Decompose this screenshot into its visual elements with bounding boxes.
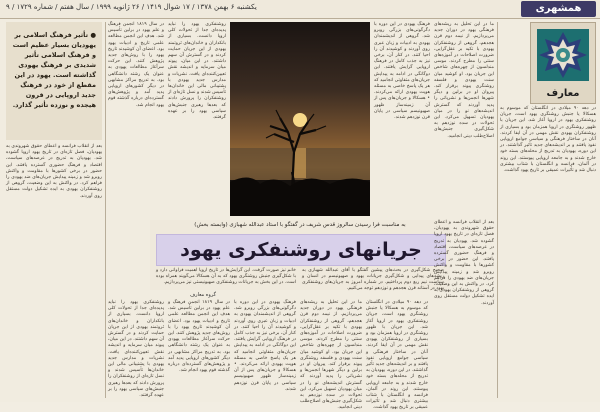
column-7: روشنفکری یهود را نباید پدیده‌ای جدا از تحولات کلی اروپا دانست. بسیاری از بانکداران و خاندان‌های ثروتمند یهودی از این جریان حمایت کردند و در گسترش آن سهم داشتند. در این میان، پیوند میان سرمایه و اندیشه نقش تعیین‌کننده‌ای یافت. نشریات و مدارس جدید یهودی با پشتیبانی مالی این خاندان‌ها تأسیس شدند و نسل تازه‌ای از روشنفکران را پرورش دادند که بعدها رهبری جنبش‌های سیاسی یهود را بر عهده گرفتند. [108, 300, 164, 399]
pull-quote-text: ● تأثیر فرهنگ اسلامی بر یهودیان بسیار عظیم است و فرهنگ اسلامی تأثیر شدیدی بر فرهنگ یهودی گذاشته است. یهود در این مقطع از خود در فرهنگ جدید اروپایی در قرون هیجده و نوزده تأثیر گذارد. [12, 31, 96, 109]
column-8: در سال ۱۸۱۹ انجمن فرهنگ و علم یهود در برلین تأسیس شد. هدف این انجمن مطالعه علمی تاریخ و ادبیات یهود بود. اعضای آن کوشیدند تاریخ یهود را با روش‌های جدید پژوهش کنند. این حرکت سرآغاز مطالعات یهودی به عنوان یک رشته دانشگاهی بود. به تدریج مراکز مشابهی در دیگر کشورهای اروپایی پدید آمد و پژوهش‌های گسترده‌ای درباره گذشته قوم یهود انجام شد. [168, 300, 230, 374]
column-divider [105, 22, 106, 398]
column-5: ما در این تحلیل به ریشه‌های فرهنگی یهود در دوران جدید می‌پردازیم. از نیمه دوم قرن هجدهم، گروهی از روشنفکران یهودی با تکیه بر عقل‌گرایی، ضرورت اصلاحات در آموزه‌های سنتی را مطرح کردند. موسی مندلسون از چهره‌های شاخص این جریان بود. او کوشید میان سنت یهودی و فلسفه روشنگری پیوند برقرار کند. پیروان او در برلین و دیگر شهرها انجمن‌ها و نشریاتی را پدید آوردند که گسترش اندیشه‌های نو را در میان یهودیان تسهیل می‌کرد. این تحولات در سده نوزدهم به شکل‌گیری جنبش‌های اصلاح‌طلب دینی انجامید. [434, 22, 494, 139]
masthead-logo: همشهری [521, 1, 596, 17]
column-divider [497, 22, 498, 398]
issue-line: یکشنبه ۶ بهمن ۱۳۷۸ / ۱۷ شوال ۱۴۱۹ / ۲۶ ژانویه ۱۹۹۹ / سال هفتم / شماره ۱۷۲۹ / ۹ [6, 3, 257, 11]
section-emblem-box [530, 22, 596, 104]
column-10: ما در این تحلیل به ریشه‌های فرهنگی یهود در دوران جدید می‌پردازیم. از نیمه دوم قرن هجدهم، گروهی از روشنفکران یهودی با تکیه بر عقل‌گرایی، ضرورت اصلاحات در آموزه‌های سنتی را مطرح کردند. موسی مندلسون از چهره‌های شاخص این جریان بود. او کوشید میان سنت یهودی و فلسفه روشنگری پیوند برقرار کند. پیروان او در برلین و دیگر شهرها انجمن‌ها و نشریاتی را پدید آوردند که گسترش اندیشه‌های نو را در میان یهودیان تسهیل می‌کرد. این تحولات در سده نوزدهم به شکل‌گیری جنبش‌های اصلاح‌طلب دینی انجامید. [300, 300, 362, 411]
page-header [0, 0, 600, 19]
column-9: فرهنگ یهودی در این دوره با دگرگونی‌های بزرگی روبرو شد. گروهی از اندیشمندان یهودی به ادبیات و زبان عبری روی آوردند و کوشیدند آن را احیا کنند. در کنار آن، برخی نیز به جذب کامل در فرهنگ اروپایی گرایش یافتند. این دوگانگی در ادامه به پیدایش جریان‌های متفاوتی انجامید که هر یک پاسخ خاصی به مسئله هویت یهودی ارائه می‌کردند. • هسکالا و جریان‌های پس از آن زمینه‌ساز ظهور صهیونیسم سیاسی در پایان قرن نوزدهم شدند. [234, 300, 296, 392]
column-4: فرهنگ یهودی در این دوره با دگرگونی‌های بزرگی روبرو شد. گروهی از اندیشمندان یهودی به ادبیات و زبان عبری روی آوردند و کوشیدند آن را احیا کنند. در کنار آن، برخی نیز به جذب کامل در فرهنگ اروپایی گرایش یافتند. این دوگانگی در ادامه به پیدایش جریان‌های متفاوتی انجامید که هر یک پاسخ خاصی به مسئله هویت یهودی ارائه می‌کردند. • هسکالا و جریان‌های پس از آن زمینه‌ساز ظهور صهیونیسم سیاسی در پایان قرن نوزدهم شدند. [374, 22, 430, 121]
column-2: در سال ۱۸۱۹ انجمن فرهنگ و علم یهود در برلین تأسیس شد. هدف این انجمن مطالعه علمی تاریخ و ادبیات یهود بود. اعضای آن کوشیدند تاریخ یهود را با روش‌های جدید پژوهش کنند. این حرکت سرآغاز مطالعات یهودی به عنوان یک رشته دانشگاهی بود. به تدریج مراکز مشابهی در دیگر کشورهای اروپایی پدید آمد و پژوهش‌های گسترده‌ای درباره گذشته قوم یهود انجام شد. [108, 22, 164, 108]
sunset-tree-photo [230, 22, 370, 216]
column-6: در دهه ۹۰ میلادی در انگلستان که موسوم به هسکالا یا جنبش روشنگری یهود است، جریان روشنفکری یهود در اروپا آغاز شد. این جریان با ظهور روشنگری در اروپا همزمان بود و بسیاری از روشنفکران یهودی نقش مهمی در آن ایفا کردند. آنان در ساختار فرهنگی و سیاسی جوامع اروپایی نفوذ یافتند و بر اندیشه‌های جدید تأثیر گذاشتند. در این دوره، یهودیان به تدریج از محله‌های بسته خود خارج شدند و به جامعه اروپایی پیوستند. این روند در آلمان، فرانسه و انگلستان با شتاب بیشتری دنبال شد و تأثیرات عمیقی بر تاریخ یهود گذاشت. [500, 106, 596, 174]
column-1: بعد از انقلاب فرانسه و اعطای حقوق شهروندی به یهودیان، فصل تازه‌ای در تاریخ یهود اروپا گشوده شد. یهودیان به تدریج در عرصه‌های سیاست، اقتصاد و فرهنگ حضوری گسترده یافتند. این حضور در برخی کشورها با مقاومت و واکنش روبرو شد و زمینه پیدایش جریان‌های ضد یهودی را فراهم کرد. در واکنش به این وضعیت، گروهی از روشنفکران یهودی به ایده تشکیل دولت مستقل روی آوردند. [6, 144, 102, 199]
tile-emblem-icon [537, 29, 589, 81]
headline-area [150, 220, 450, 290]
headline-kicker: به مناسبت فرا رسیدن سالروز قدس شریف در گفتگو با استاد عبدالله شهبازی (وابسته بخش) [194, 222, 406, 228]
headline-band [156, 234, 446, 266]
column-11: در دهه ۹۰ میلادی در انگلستان که موسوم به هسکالا یا جنبش روشنگری یهود است، جریان روشنفکری یهود در اروپا آغاز شد. این جریان با ظهور روشنگری در اروپا همزمان بود و بسیاری از روشنفکران یهودی نقش مهمی در آن ایفا کردند. آنان در ساختار فرهنگی و سیاسی جوامع اروپایی نفوذ یافتند و بر اندیشه‌های جدید تأثیر گذاشتند. در این دوره، یهودیان به تدریج از محله‌های بسته خود خارج شدند و به جامعه اروپایی پیوستند. این روند در آلمان، فرانسه و انگلستان با شتاب بیشتری دنبال شد و تأثیرات عمیقی بر تاریخ یهود گذاشت. [366, 300, 428, 411]
byline: گروه معارف [190, 292, 216, 298]
column-12: بعد از انقلاب فرانسه و اعطای حقوق شهروندی به یهودیان، فصل تازه‌ای در تاریخ یهود اروپا گشوده شد. یهودیان به تدریج در عرصه‌های سیاست، اقتصاد و فرهنگ حضوری گسترده یافتند. این حضور در برخی کشورها با مقاومت و واکنش روبرو شد و زمینه پیدایش جریان‌های ضد یهودی را فراهم کرد. در واکنش به این وضعیت، گروهی از روشنفکران یهودی به ایده تشکیل دولت مستقل روی آوردند. [434, 220, 494, 306]
section-label: معارف [546, 88, 580, 99]
lead-paragraph-right: صحیح شکل‌گیری در بحث‌های پیشین گفتگو با آقای عبدالله شهبازی به ریشه‌های پیدایی و شکل‌گیری جریانات یهود و صهیونیسم در انسان و سیاست نیم ربع دوم پرداختیم. در شماره امروز به جریان‌های روشنفکری یهود در آستانه قرن هجدهم و نوزدهم توجه می‌کنیم. [302, 268, 444, 291]
lead-paragraph-left: خانم نیز صورت گرفت. این گرایش‌ها در تاریخ اروپا اهمیت فراوانی دارد و با شکل‌گیری جنبش روشنگری یهود که به آن هسکالا می‌گویند همراه بوده است. در این بخش به جریانات روشنفکری صهیونیستی نیز می‌پردازیم. [156, 268, 296, 285]
headline: جریانهای روشنفکری یهود [180, 239, 422, 261]
pull-quote [6, 22, 102, 140]
column-3: روشنفکری یهود را نباید پدیده‌ای جدا از تحولات کلی اروپا دانست. بسیاری از بانکداران و خاندان‌های ثروتمند یهودی از این جریان حمایت کردند و در گسترش آن سهم داشتند. در این میان، پیوند میان سرمایه و اندیشه نقش تعیین‌کننده‌ای یافت. نشریات و مدارس جدید یهودی با پشتیبانی مالی این خاندان‌ها تأسیس شدند و نسل تازه‌ای از روشنفکران را پرورش دادند که بعدها رهبری جنبش‌های سیاسی یهود را بر عهده گرفتند. [168, 22, 226, 121]
